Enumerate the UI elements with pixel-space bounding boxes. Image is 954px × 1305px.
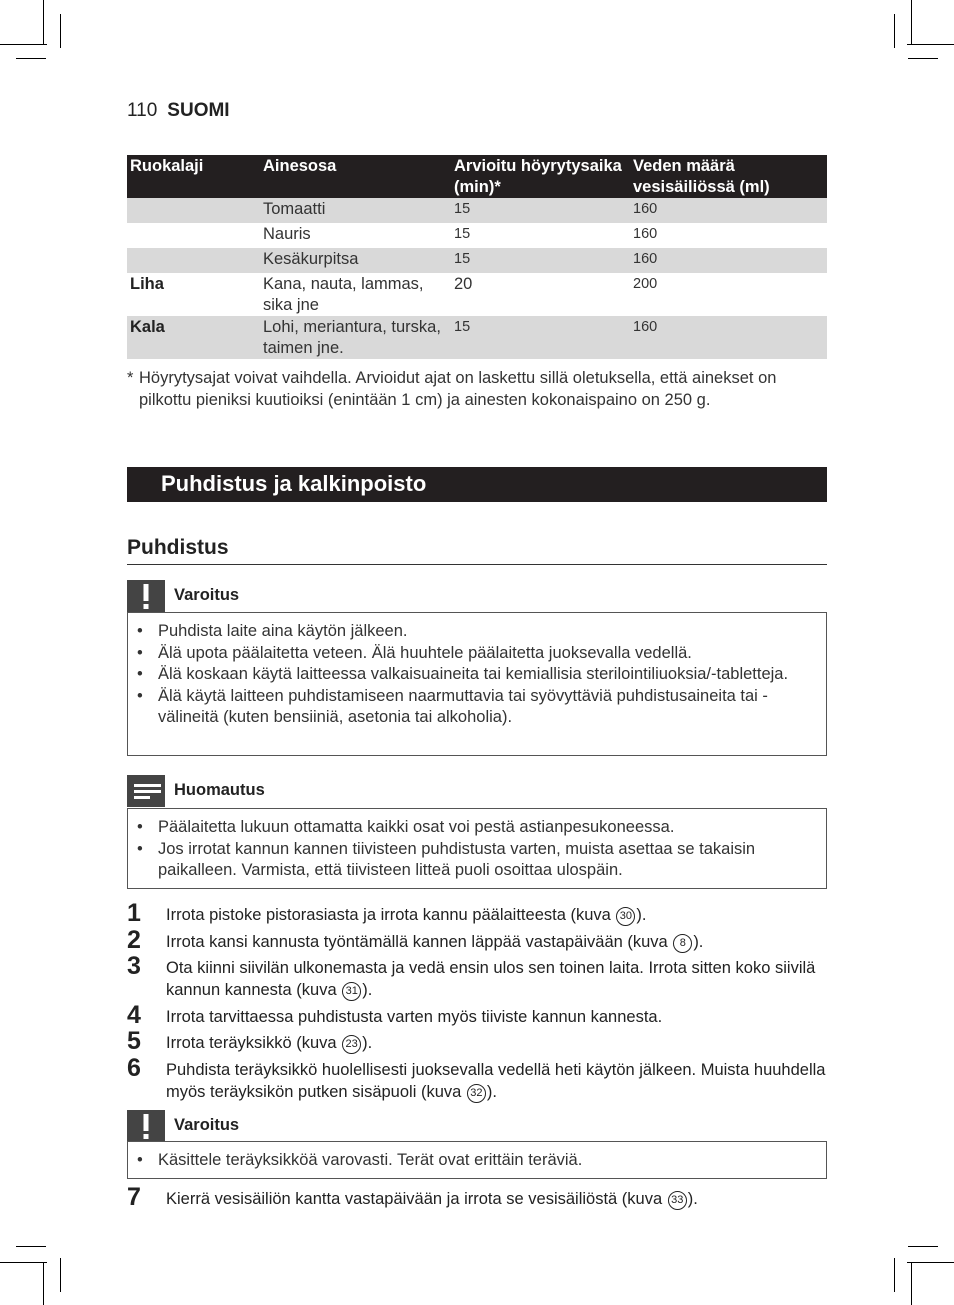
crop-mark <box>894 14 895 48</box>
table-cell: Tomaatti <box>260 198 451 223</box>
figure-ref-icon: 30 <box>616 907 635 926</box>
column-header: Arvioitu höyrytysaika (min)* <box>451 155 630 198</box>
step-text: Ota kiinni siivilän ulkonemasta ja vedä ensin ulos sen toinen laita. Irrota sitten koko siivilä kannun kannesta (kuva <box>166 959 816 999</box>
warning-badge <box>127 580 165 612</box>
table-row <box>127 223 827 248</box>
step-item <box>127 899 827 927</box>
table-cell: Kana, nauta, lammas, sika jne <box>263 275 424 314</box>
table-cell: 160 <box>630 198 827 223</box>
step-tail: ). <box>636 906 647 924</box>
column-header: Veden määrä vesisäiliössä (ml) <box>630 155 827 198</box>
steaming-table <box>127 155 827 359</box>
table-header-row <box>127 155 827 198</box>
crop-mark <box>0 1262 47 1263</box>
table-footnote <box>127 368 827 411</box>
exclamation-icon <box>127 1110 165 1142</box>
warning-header <box>127 580 827 612</box>
page-header <box>127 100 230 122</box>
step-text: Irrota teräyksikkö (kuva <box>166 1034 342 1052</box>
table-cell: 160 <box>633 226 658 242</box>
step-text: Irrota pistoke pistorasiasta ja irrota kannu päälaitteesta (kuva <box>166 906 616 924</box>
step-text: Kierrä vesisäiliön kantta vastapäivään ja irrota se vesisäiliöstä (kuva <box>166 1190 667 1208</box>
table-cell: 15 <box>451 316 630 359</box>
exclamation-icon <box>127 580 165 612</box>
note-box <box>127 808 827 889</box>
crop-mark <box>0 44 47 45</box>
note-title: Huomautus <box>174 781 265 799</box>
warning-box <box>127 1141 827 1179</box>
language-label: SUOMI <box>167 100 230 121</box>
crop-mark <box>907 1262 954 1263</box>
table-cell: Lohi, meriantura, turska, taimen jne. <box>260 316 451 359</box>
step-tail: ). <box>362 981 373 999</box>
step-item <box>127 952 827 1001</box>
table-cell: 160 <box>630 248 827 273</box>
list-item: • Puhdista laite aina käytön jälkeen. <box>128 621 826 643</box>
crop-mark <box>60 14 61 48</box>
table-cell <box>127 248 260 273</box>
crop-mark <box>908 1246 938 1247</box>
step-text: Puhdista teräyksikkö huolellisesti juoksevalla vedellä heti käytön jälkeen. Muista huuhdella myös teräyksikön putken sisäpuoli (kuva <box>166 1060 826 1101</box>
section-title: Puhdistus ja kalkinpoisto <box>127 467 827 502</box>
table-cell <box>127 198 260 223</box>
list-item: • Päälaitetta lukuun ottamatta kaikki osat voi pestä astianpesukoneessa. <box>128 817 826 839</box>
table-cell: 20 <box>454 275 473 293</box>
step-item <box>127 1027 827 1055</box>
table-row <box>127 273 827 316</box>
step-number: 2 <box>127 925 141 954</box>
step-list <box>127 1183 827 1215</box>
step-number: 1 <box>127 899 141 927</box>
step-item <box>127 1183 827 1211</box>
note-lines-icon <box>127 775 165 807</box>
table-row <box>127 198 827 223</box>
step-list <box>127 899 827 1107</box>
column-header: Ruokalaji <box>127 155 260 198</box>
step-tail: ). <box>693 932 704 951</box>
table-cell <box>127 223 260 248</box>
step-number: 4 <box>127 1000 141 1029</box>
warning-header <box>127 1110 827 1142</box>
note-badge <box>127 775 165 807</box>
crop-mark <box>43 1262 44 1305</box>
list-item: • Älä käytä laitteen puhdistamiseen naarmuttavia tai syövyttäviä puhdistusaineita tai -välineitä (kuten bensiiniä, asetonia tai alkoholia). <box>128 686 826 729</box>
step-tail: ). <box>687 1190 698 1208</box>
page-number: 110 <box>127 100 158 121</box>
note-header <box>127 775 827 807</box>
footnote-mark: * <box>127 369 134 387</box>
figure-ref-icon: 8 <box>673 934 692 953</box>
crop-mark <box>16 58 46 59</box>
table-cell: 200 <box>633 276 658 292</box>
crop-mark <box>894 1258 895 1292</box>
step-item <box>127 1000 827 1029</box>
warning-title: Varoitus <box>174 586 240 604</box>
figure-ref-icon: 33 <box>668 1191 687 1210</box>
crop-mark <box>908 58 938 59</box>
table-cell: 15 <box>451 198 630 223</box>
column-header: Ainesosa <box>260 155 451 198</box>
warning-title: Varoitus <box>174 1116 240 1134</box>
crop-mark <box>43 0 44 44</box>
subsection-title: Puhdistus <box>127 536 827 565</box>
step-number: 3 <box>127 952 141 980</box>
table-cell: 160 <box>630 316 827 359</box>
step-number: 7 <box>127 1183 141 1211</box>
list-item: • Käsittele teräyksikköä varovasti. Terät ovat erittäin teräviä. <box>128 1150 826 1172</box>
crop-mark <box>60 1258 61 1292</box>
warning-box <box>127 612 827 756</box>
footnote-text: Höyrytysajat voivat vaihdella. Arvioidut ajat on laskettu sillä oletuksella, että ainekset on pilkottu pieniksi kuutioiksi (enintään 1 cm) ja ainesten kokonaispaino on 250 g. <box>139 369 777 409</box>
table-cell: Nauris <box>263 225 311 243</box>
warning-badge <box>127 1110 165 1142</box>
table-cell: 15 <box>454 226 471 242</box>
table-cell: Kala <box>127 316 260 359</box>
table-row <box>127 316 827 359</box>
table-cell: Kesäkurpitsa <box>260 248 451 273</box>
step-item <box>127 1053 827 1103</box>
figure-ref-icon: 23 <box>342 1035 361 1054</box>
step-tail: ). <box>362 1034 373 1052</box>
crop-mark <box>907 44 954 45</box>
figure-ref-icon: 32 <box>467 1084 486 1103</box>
list-item: • Älä koskaan käytä laitteessa valkaisuaineita tai kemiallisia sterilointiliuoksia/-tabletteja. <box>128 664 826 686</box>
crop-mark <box>16 1246 46 1247</box>
table-cell: 15 <box>451 248 630 273</box>
step-tail: ). <box>486 1082 497 1101</box>
step-text: Irrota kansi kannusta työntämällä kannen läppää vastapäivään (kuva <box>166 932 673 951</box>
step-text: Irrota tarvittaessa puhdistusta varten myös tiiviste kannun kannesta. <box>166 1007 663 1026</box>
crop-mark <box>911 1262 912 1305</box>
table-row <box>127 248 827 273</box>
list-item: • Jos irrotat kannun kannen tiivisteen puhdistusta varten, muista asettaa se takaisin paikalleen. Varmista, että tiivisteen litteä puoli osoittaa ulospäin. <box>128 839 826 882</box>
figure-ref-icon: 31 <box>342 982 361 1001</box>
list-item: • Älä upota päälaitetta veteen. Älä huuhtele päälaitetta juoksevalla vedellä. <box>128 643 826 665</box>
table-cell: Liha <box>130 275 164 293</box>
step-number: 6 <box>127 1053 141 1082</box>
step-item <box>127 925 827 954</box>
crop-mark <box>911 0 912 44</box>
step-number: 5 <box>127 1027 141 1055</box>
